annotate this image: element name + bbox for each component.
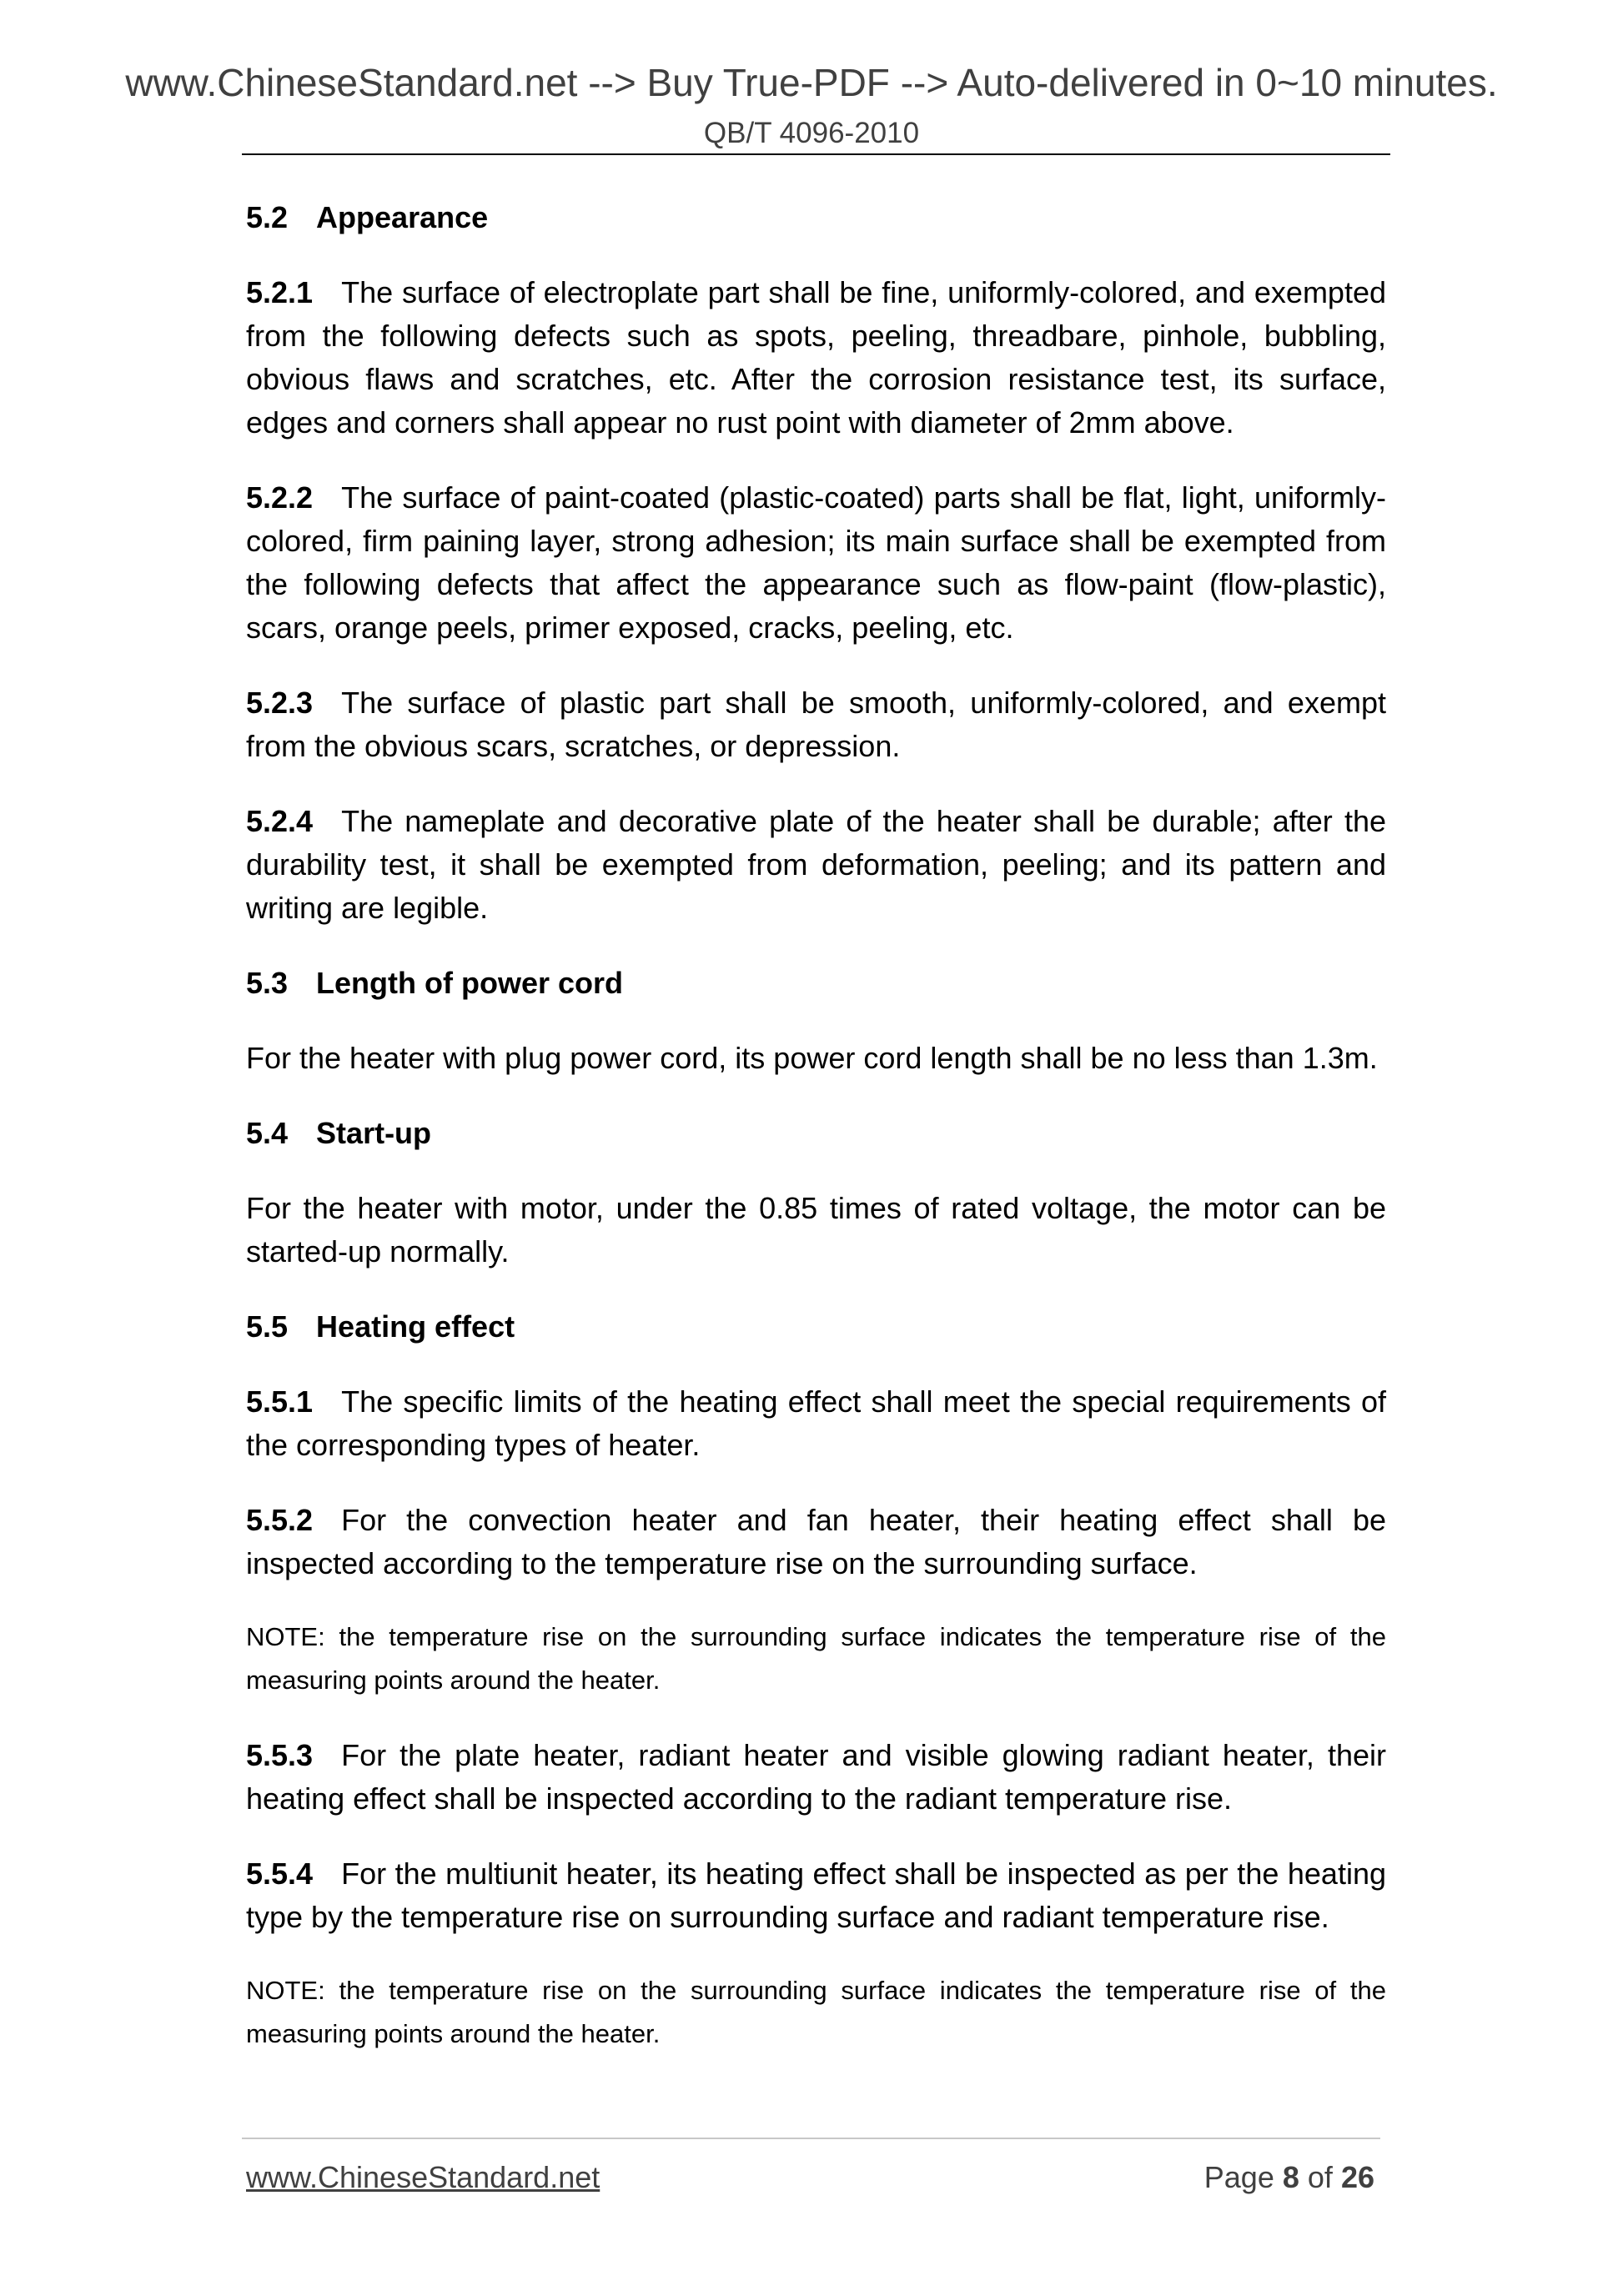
document-code: QB/T 4096-2010: [703, 117, 920, 149]
clause-text: The surface of paint-coated (plastic-coated) parts shall be flat, light, uniformly-colored, firm paining layer, strong adhesion; its main surface shall be exempted from the following defects that affect the appearance such as flow-paint (flow-plastic), scars, orange peels, primer exposed, cracks, peeling, etc.: [246, 480, 1386, 645]
clause-number: 5.2.4: [246, 804, 314, 838]
clause-number: 5.2.3: [246, 686, 314, 720]
page-prefix: Page: [1203, 2160, 1274, 2194]
heading-5-5: [246, 1305, 1386, 1349]
heading-5-4: [246, 1112, 1386, 1155]
clause-5-2-2: [246, 476, 1386, 650]
page-indicator: [1204, 2160, 1374, 2195]
clause-number: 5.5.2: [246, 1503, 314, 1537]
clause-number: 5.5.3: [246, 1738, 314, 1772]
clause-text: For the convection heater and fan heater, their heating effect shall be inspected according to the temperature rise on the surrounding surface.: [246, 1503, 1386, 1580]
clause-text: For the multiunit heater, its heating effect shall be inspected as per the heating type by the temperature rise on surrounding surface and radiant temperature rise.: [246, 1856, 1386, 1934]
clause-text: The surface of electroplate part shall be fine, uniformly-colored, and exempted from the following defects such as spots, peeling, threadbare, pinhole, bubbling, obvious flaws and scratches, etc. After the corrosion resistance test, its surface, edges and corners shall appear no rust point with diameter of 2mm above.: [246, 275, 1386, 440]
clause-text: The nameplate and decorative plate of the heater shall be durable; after the durability test, it shall be exempted from deformation, peeling; and its pattern and writing are legible.: [246, 804, 1386, 925]
page-current: 8: [1282, 2160, 1299, 2194]
note-surrounding-surface: [246, 1615, 1386, 1702]
paragraph-text: For the heater with plug power cord, its power cord length shall be no less than 1.3m.: [246, 1041, 1378, 1075]
clause-text: The specific limits of the heating effect shall meet the special requirements of the corresponding types of heater.: [246, 1384, 1386, 1462]
section-number: 5.5: [246, 1309, 289, 1344]
note-text: NOTE: the temperature rise on the surrounding surface indicates the temperature rise of the measuring points around the heater.: [246, 1622, 1386, 1695]
section-number: 5.4: [246, 1116, 289, 1150]
clause-number: 5.5.4: [246, 1856, 314, 1891]
heading-5-2: [246, 196, 1386, 239]
paragraph-power-cord: [246, 1037, 1386, 1080]
section-number: 5.2: [246, 200, 289, 234]
note-surrounding-surface-2: [246, 1969, 1386, 2056]
note-text: NOTE: the temperature rise on the surrounding surface indicates the temperature rise of the measuring points around the heater.: [246, 1976, 1386, 2048]
header-banner: www.ChineseStandard.net --> Buy True-PDF --> Auto-delivered in 0~10 minutes.: [125, 61, 1498, 104]
section-title: Length of power cord: [316, 966, 624, 1000]
clause-number: 5.2.2: [246, 480, 314, 515]
clause-number: 5.5.1: [246, 1384, 314, 1419]
clause-text: The surface of plastic part shall be smooth, uniformly-colored, and exempt from the obvious scars, scratches, or depression.: [246, 686, 1386, 763]
section-title: Appearance: [316, 200, 489, 234]
paragraph-text: For the heater with motor, under the 0.85 times of rated voltage, the motor can be started-up normally.: [246, 1191, 1386, 1269]
clause-text: For the plate heater, radiant heater and visible glowing radiant heater, their heating effect shall be inspected according to the radiant temperature rise.: [246, 1738, 1386, 1816]
paragraph-start-up: [246, 1187, 1386, 1274]
heading-5-3: [246, 962, 1386, 1005]
header-divider: [242, 153, 1390, 155]
section-title: Start-up: [316, 1116, 432, 1150]
clause-5-5-1: [246, 1380, 1386, 1467]
page-of: of: [1307, 2160, 1333, 2194]
clause-5-2-1: [246, 271, 1386, 445]
footer-divider: [242, 2138, 1380, 2139]
section-number: 5.3: [246, 966, 289, 1000]
clause-5-2-4: [246, 800, 1386, 930]
document-body: [246, 196, 1386, 2088]
clause-number: 5.2.1: [246, 275, 314, 309]
page-total: 26: [1340, 2160, 1374, 2194]
clause-5-5-2: [246, 1499, 1386, 1585]
section-title: Heating effect: [316, 1309, 515, 1344]
footer-website-link[interactable]: www.ChineseStandard.net: [246, 2160, 600, 2194]
clause-5-5-4: [246, 1852, 1386, 1939]
clause-5-2-3: [246, 681, 1386, 768]
clause-5-5-3: [246, 1734, 1386, 1821]
